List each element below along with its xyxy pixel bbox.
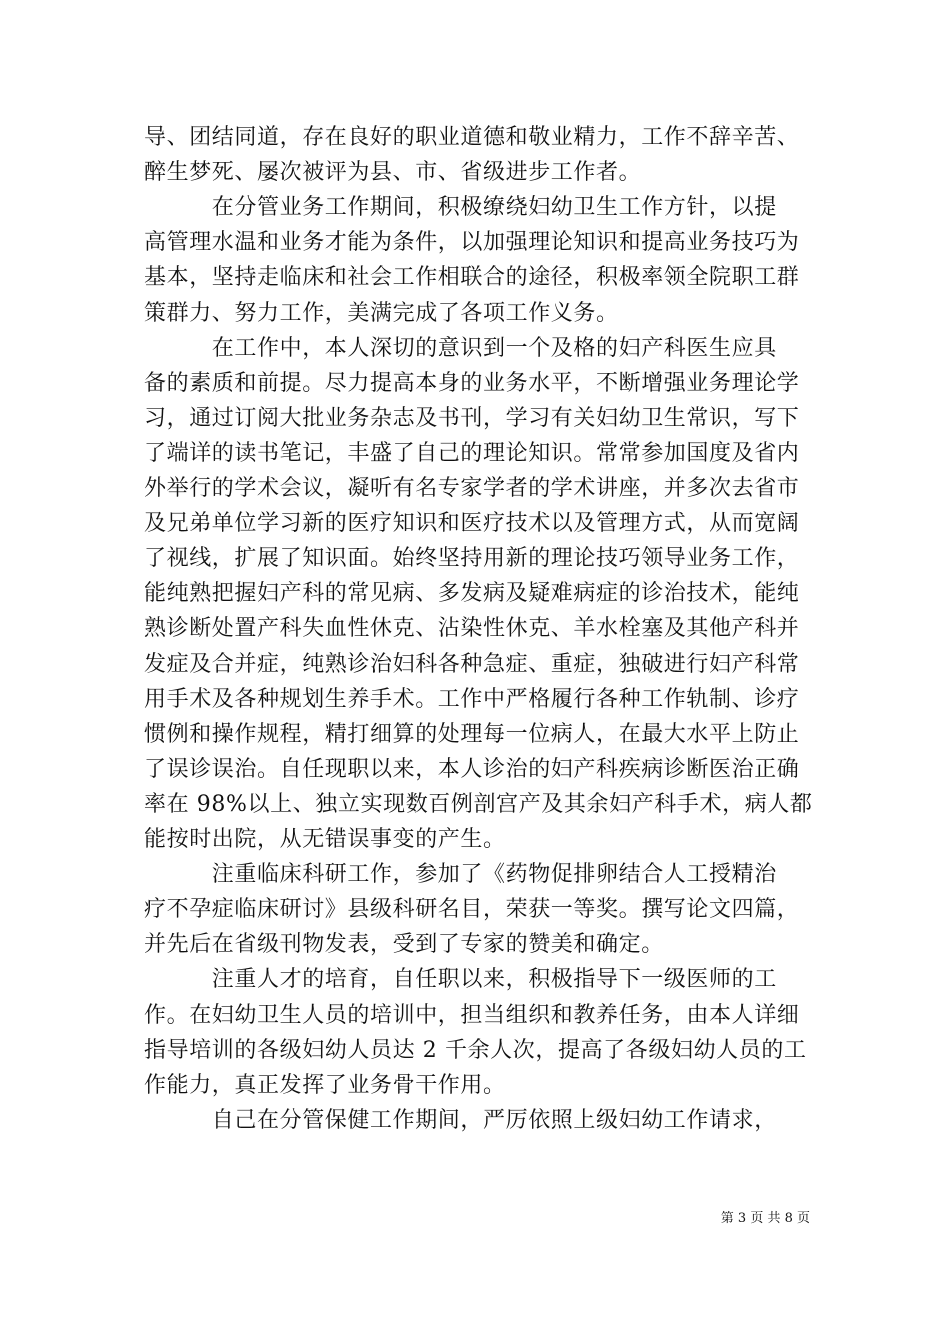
text-line: 注重人才的培育，自任职以来，积极指导下一级医师的工 [144,967,777,993]
text-line: 了端详的读书笔记，丰盛了自己的理论知识。常常参加国度及省内 [144,440,800,466]
text-line: 习，通过订阅大批业务杂志及书刊，学习有关妇幼卫生常识，写下 [144,405,800,431]
text-line: 作。在妇幼卫生人员的培训中，担当组织和教养任务，由本人详细 [144,1002,800,1028]
text-line: 发症及合并症，纯熟诊治妇科各种急症、重症，独破进行妇产科常 [144,651,800,677]
text-line: 备的素质和前提。尽力提高本身的业务水平，不断增强业务理论学 [144,370,800,396]
text-line: 熟诊断处置产科失血性休克、沾染性休克、羊水栓塞及其他产科并 [144,616,800,642]
text-line: 作能力，真正发挥了业务骨干作用。 [144,1072,506,1098]
text-line: 在分管业务工作期间，积极缭绕妇幼卫生工作方针，以提 [144,195,777,221]
text-line: 了视线，扩展了知识面。始终坚持用新的理论技巧领导业务工作， [144,546,800,572]
text-line: 能纯熟把握妇产科的常见病、多发病及疑难病症的诊治技术，能纯 [144,581,800,607]
text-line: 高管理水温和业务才能为条件，以加强理论知识和提高业务技巧为 [144,230,800,256]
text-line: 策群力、努力工作，美满完成了各项工作义务。 [144,300,619,326]
text-line: 在工作中，本人深切的意识到一个及格的妇产科医生应具 [144,335,777,361]
text-line: 指导培训的各级妇幼人员达 2 千余人次，提高了各级妇幼人员的工 [144,1037,807,1063]
text-line: 率在 98%以上、独立实现数百例剖宫产及其余妇产科手术，病人都 [144,791,813,817]
text-line: 醉生梦死、屡次被评为县、市、省级进步工作者。 [144,160,642,186]
text-line: 了误诊误治。自任现职以来，本人诊治的妇产科疾病诊断医治正确 [144,756,800,782]
text-line: 惯例和操作规程，精打细算的处理每一位病人，在最大水平上防止 [144,721,800,747]
text-line: 用手术及各种规划生养手术。工作中严格履行各种工作轨制、诊疗 [144,686,800,712]
text-line: 自己在分管保健工作期间，严厉依照上级妇幼工作请求， [144,1107,777,1133]
text-line: 基本，坚持走临床和社会工作相联合的途径，积极率领全院职工群 [144,265,800,291]
text-line: 导、团结同道，存在良好的职业道德和敬业精力，工作不辞辛苦、 [144,125,800,150]
text-line: 并先后在省级刊物发表，受到了专家的赞美和确定。 [144,932,664,958]
text-line: 及兄弟单位学习新的医疗知识和医疗技术以及管理方式，从而宽阔 [144,511,800,537]
text-line: 能按时出院，从无错误事变的产生。 [144,827,506,852]
text-line: 注重临床科研工作，参加了《药物促排卵结合人工授精治 [144,862,777,888]
page-footer: 第 3 页 共 8 页 [720,1211,810,1226]
text-line: 疗不孕症临床研讨》县级科研名目，荣获一等奖。撰写论文四篇， [144,897,800,923]
text-line: 外举行的学术会议，凝听有名专家学者的学术讲座，并多次去省市 [144,476,800,501]
